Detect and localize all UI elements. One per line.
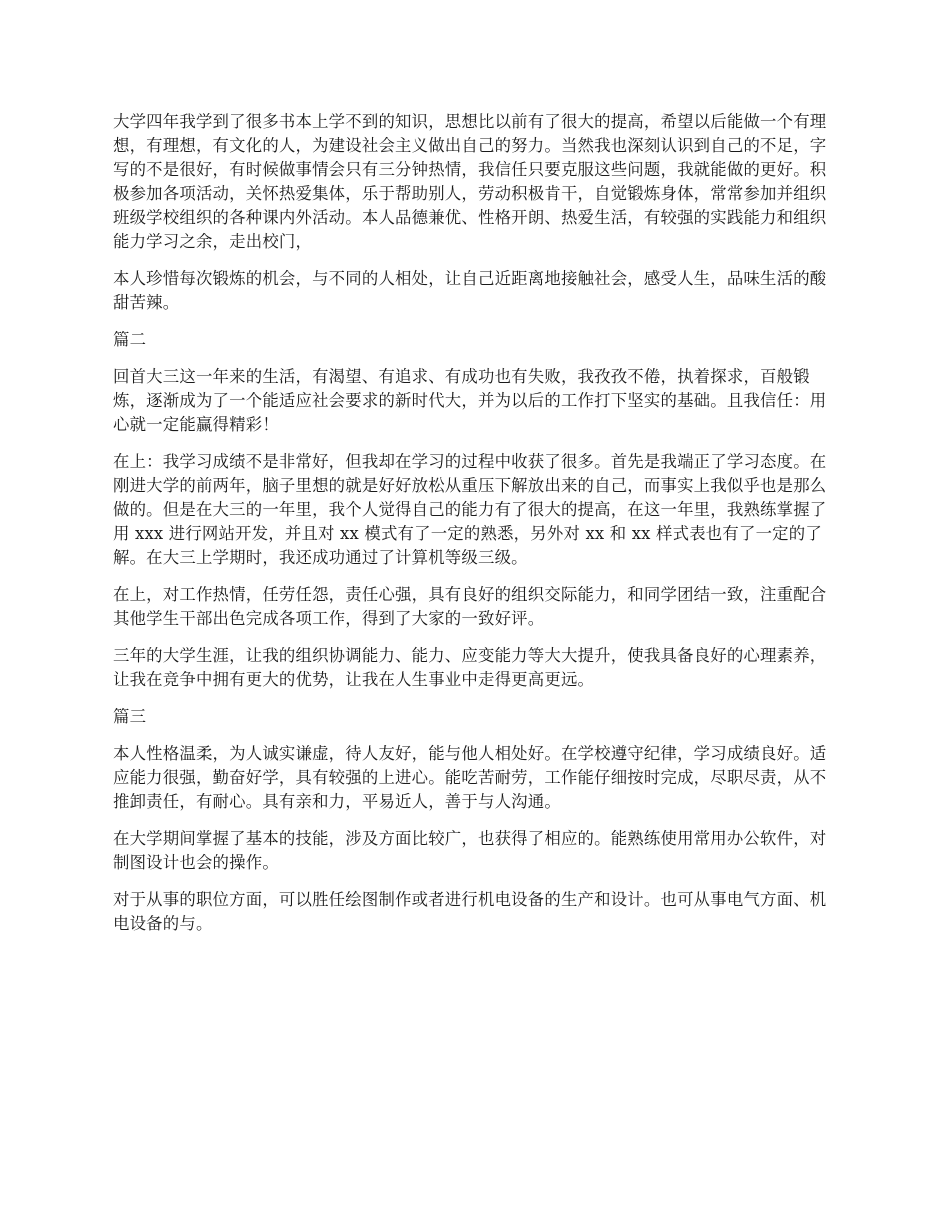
paragraph: 本人性格温柔，为人诚实谦虚，待人友好，能与他人相处好。在学校遵守纪律，学习成绩良好。适应能力很强，勤奋好学，具有较强的上进心。能吃苦耐劳，工作能仔细按时完成，尽职尽责，从不推卸责任，有耐心。具有亲和力，平易近人，善于与人沟通。 (113, 744, 827, 811)
section-heading: 篇二 (113, 330, 147, 349)
paragraph: 三年的大学生涯，让我的组织协调能力、能力、应变能力等大大提升，使我具备良好的心理素养，让我在竞争中拥有更大的优势，让我在人生事业中走得更高更远。 (113, 646, 827, 689)
paragraph: 大学四年我学到了很多书本上学不到的知识，思想比以前有了很大的提高，希望以后能做一个有理想，有理想，有文化的人，为建设社会主义做出自己的努力。当然我也深刻认识到自己的不足，字写的不是很好，有时候做事情会只有三分钟热情，我信任只要克服这些问题，我就能做的更好。积极参加各项活动，关怀热爱集体，乐于帮助别人，劳动积极肯干，自觉锻炼身体，常常参加并组织班级学校组织的各种课内外活动。本人品德兼优、性格开朗、热爱生活，有较强的实践能力和组织能力学习之余，走出校门， (113, 112, 827, 251)
paragraph: 本人珍惜每次锻炼的机会，与不同的人相处，让自己近距离地接触社会，感受人生，品味生活的酸甜苦辣。 (113, 269, 827, 312)
section-heading: 篇三 (113, 707, 147, 726)
paragraph: 在大学期间掌握了基本的技能，涉及方面比较广，也获得了相应的。能熟练使用常用办公软件，对制图设计也会的操作。 (113, 829, 827, 872)
paragraph: 在上，对工作热情，任劳任怨，责任心强，具有良好的组织交际能力，和同学团结一致，注重配合其他学生干部出色完成各项工作，得到了大家的一致好评。 (113, 585, 827, 628)
paragraph: 回首大三这一年来的生活，有渴望、有追求、有成功也有失败，我孜孜不倦，执着探求，百般锻炼，逐渐成为了一个能适应社会要求的新时代大，并为以后的工作打下坚实的基础。且我信任：用心就一定能赢得精彩！ (113, 367, 827, 434)
paragraph: 对于从事的职位方面，可以胜任绘图制作或者进行机电设备的生产和设计。也可从事电气方面、机电设备的与。 (113, 890, 827, 933)
paragraph: 在上：我学习成绩不是非常好，但我却在学习的过程中收获了很多。首先是我端正了学习态度。在刚进大学的前两年，脑子里想的就是好好放松从重压下解放出来的自己，而事实上我似乎也是那么做的。但是在大三的一年里，我个人觉得自己的能力有了很大的提高，在这一年里，我熟练掌握了用 xxx 进行网站开发，并且对 xx 模式有了一定的熟悉，另外对 xx 和 xx 样式表也有了一定的了解。在大三上学期时，我还成功通过了计算机等级三级。 (113, 452, 827, 567)
document-body (113, 110, 840, 949)
